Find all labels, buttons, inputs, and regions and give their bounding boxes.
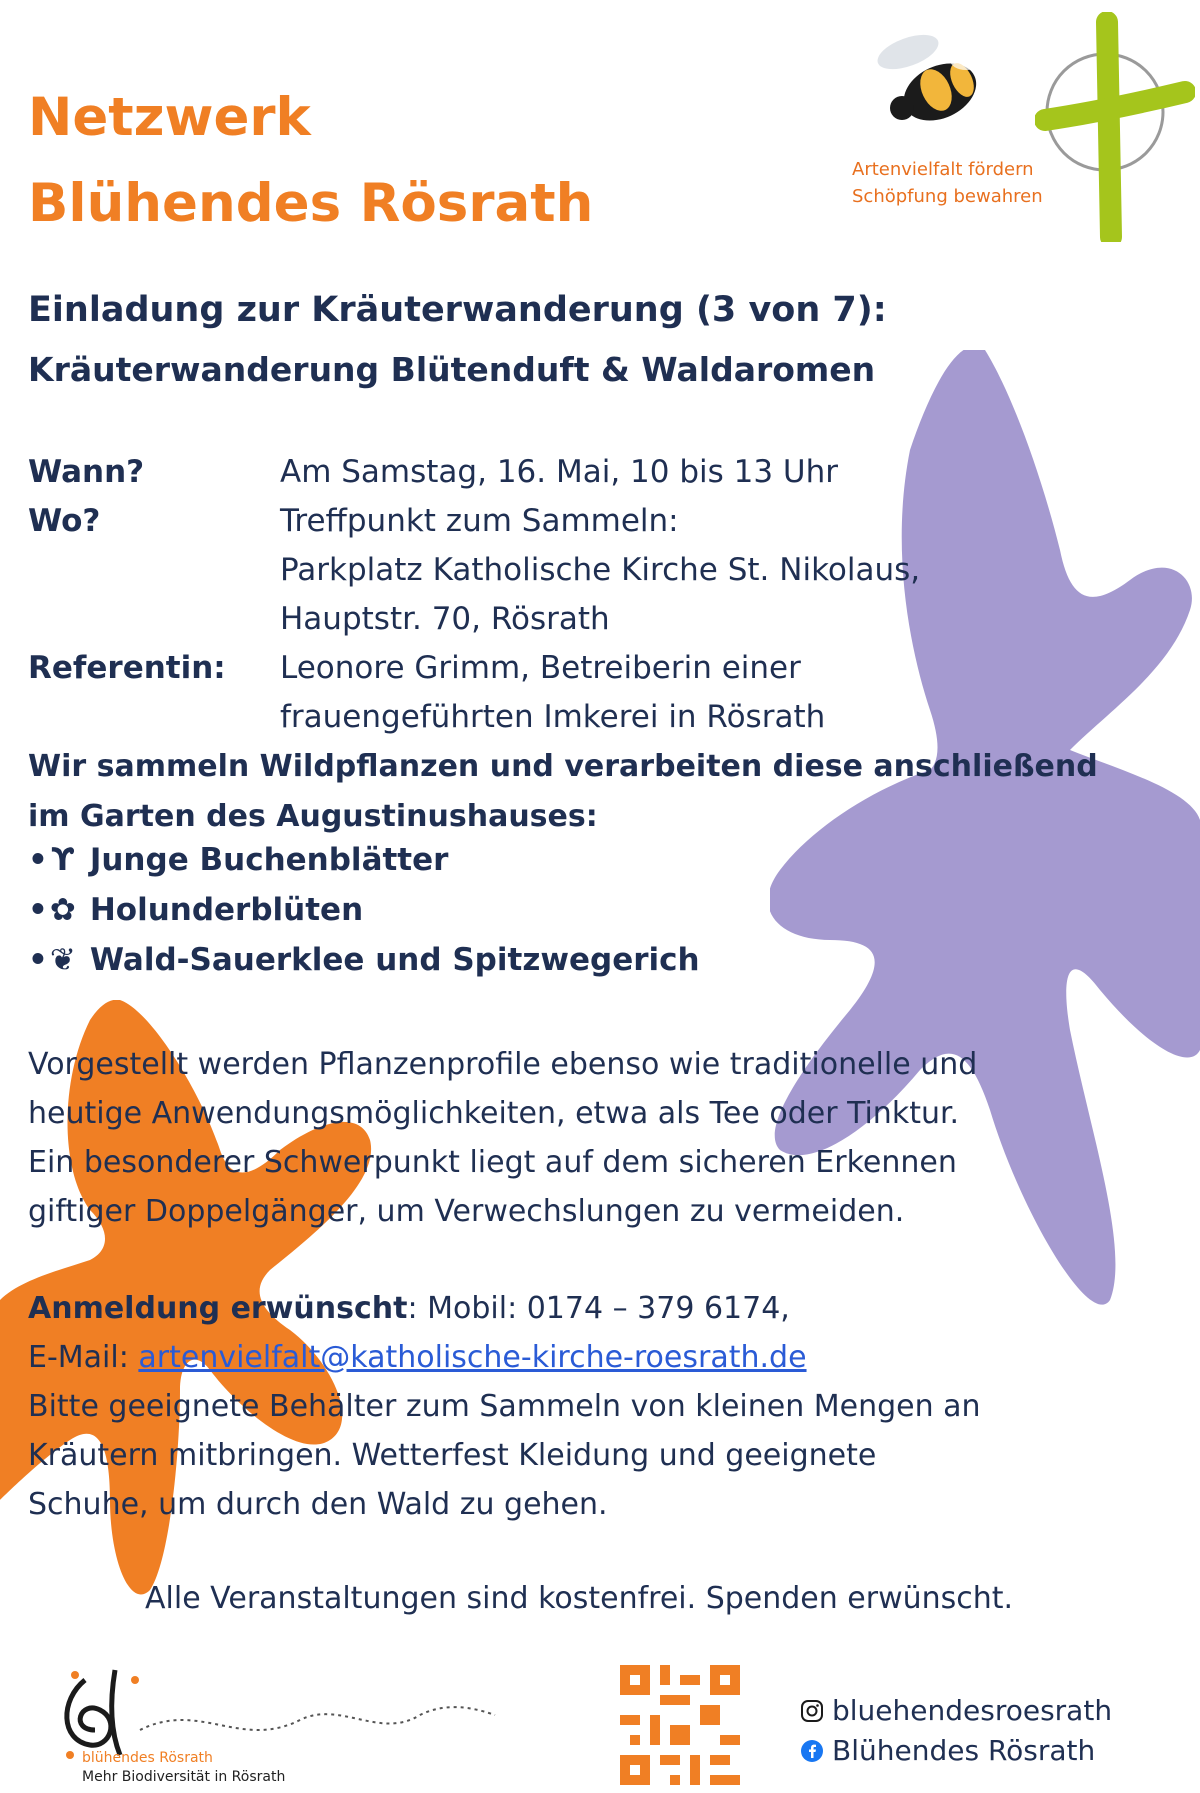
plants-intro-line-1: Wir sammeln Wildpflanzen und verarbeiten diese anschließend bbox=[28, 749, 1098, 784]
logo-slogan-line-2: Schöpfung bewahren bbox=[852, 186, 1043, 207]
when-value: Am Samstag, 16. Mai, 10 bis 13 Uhr bbox=[280, 454, 839, 490]
instagram-icon bbox=[800, 1699, 824, 1723]
event-info bbox=[0, 448, 1200, 748]
registration-phone: : Mobil: 0174 – 379 6174, bbox=[407, 1291, 790, 1326]
event-subheading: Kräuterwanderung Blütenduft & Waldaromen bbox=[28, 350, 876, 389]
qr-code-icon[interactable] bbox=[620, 1665, 740, 1785]
footer-logo-name: blühendes Rösrath bbox=[82, 1750, 213, 1766]
plants-intro-line-2: im Garten des Augustinushauses: bbox=[28, 799, 598, 834]
plant-label: Holunderblüten bbox=[89, 892, 364, 928]
email-label: E-Mail: bbox=[28, 1340, 139, 1375]
speaker-label: Referentin: bbox=[28, 650, 226, 686]
leaf-icon: ❦ bbox=[49, 942, 76, 978]
instagram-handle: bluehendesroesrath bbox=[832, 1694, 1113, 1727]
registration-label: Anmeldung erwünscht bbox=[28, 1291, 408, 1326]
facebook-link[interactable] bbox=[800, 1734, 1095, 1767]
plant-label: Wald-Sauerklee und Spitzwegerich bbox=[89, 942, 700, 978]
registration-note-line-3: Schuhe, um durch den Wald zu gehen. bbox=[28, 1487, 608, 1522]
where-line-1: Treffpunkt zum Sammeln: bbox=[280, 503, 679, 539]
page-title-line-1: Netzwerk bbox=[28, 87, 311, 148]
plant-label: Junge Buchenblätter bbox=[89, 842, 449, 878]
free-events-note: Alle Veranstaltungen sind kostenfrei. Spenden erwünscht. bbox=[145, 1581, 1014, 1616]
facebook-name: Blühendes Rösrath bbox=[832, 1734, 1096, 1767]
flower-icon: ✿ bbox=[49, 892, 76, 928]
description-line-4: giftiger Doppelgänger, um Verwechslungen zu vermeiden. bbox=[28, 1194, 905, 1229]
speaker-line-1: Leonore Grimm, Betreiberin einer bbox=[280, 650, 801, 686]
page-title-line-2: Blühendes Rösrath bbox=[28, 173, 594, 234]
registration-note-line-2: Kräutern mitbringen. Wetterfest Kleidung und geeignete bbox=[28, 1438, 877, 1473]
description-line-3: Ein besonderer Schwerpunkt liegt auf dem sicheren Erkennen bbox=[28, 1145, 957, 1180]
description-line-1: Vorgestellt werden Pflanzenprofile ebenso wie traditionelle und bbox=[28, 1047, 978, 1082]
when-label: Wann? bbox=[28, 454, 145, 490]
event-heading: Einladung zur Kräuterwanderung (3 von 7): bbox=[28, 290, 887, 330]
where-line-3: Hauptstr. 70, Rösrath bbox=[280, 601, 610, 637]
speaker-line-2: frauengeführten Imkerei in Rösrath bbox=[280, 699, 826, 735]
instagram-link[interactable] bbox=[800, 1694, 1112, 1727]
email-line bbox=[28, 1333, 807, 1382]
registration-line bbox=[28, 1284, 790, 1333]
description-line-2: heutige Anwendungsmöglichkeiten, etwa als Tee oder Tinktur. bbox=[28, 1096, 960, 1131]
registration-note-line-1: Bitte geeignete Behälter zum Sammeln von kleinen Mengen an bbox=[28, 1389, 981, 1424]
bee-icon bbox=[870, 30, 990, 130]
list-item: •❦ Wald-Sauerklee und Spitzwegerich bbox=[28, 942, 700, 978]
logo-slogan-line-1: Artenvielfalt fördern bbox=[852, 159, 1034, 180]
footer-logo-tagline: Mehr Biodiversität in Rösrath bbox=[82, 1769, 286, 1785]
list-item: • ϒ Junge Buchenblätter bbox=[28, 842, 449, 878]
sprout-icon: ϒ bbox=[51, 842, 75, 878]
facebook-icon bbox=[800, 1739, 824, 1763]
where-line-2: Parkplatz Katholische Kirche St. Nikolaus, bbox=[280, 552, 921, 588]
email-link[interactable]: artenvielfalt@katholische-kirche-roesrath.de bbox=[138, 1340, 807, 1375]
where-label: Wo? bbox=[28, 503, 101, 539]
cross-logo-icon bbox=[1035, 12, 1195, 242]
list-item: •✿ Holunderblüten bbox=[28, 892, 364, 928]
